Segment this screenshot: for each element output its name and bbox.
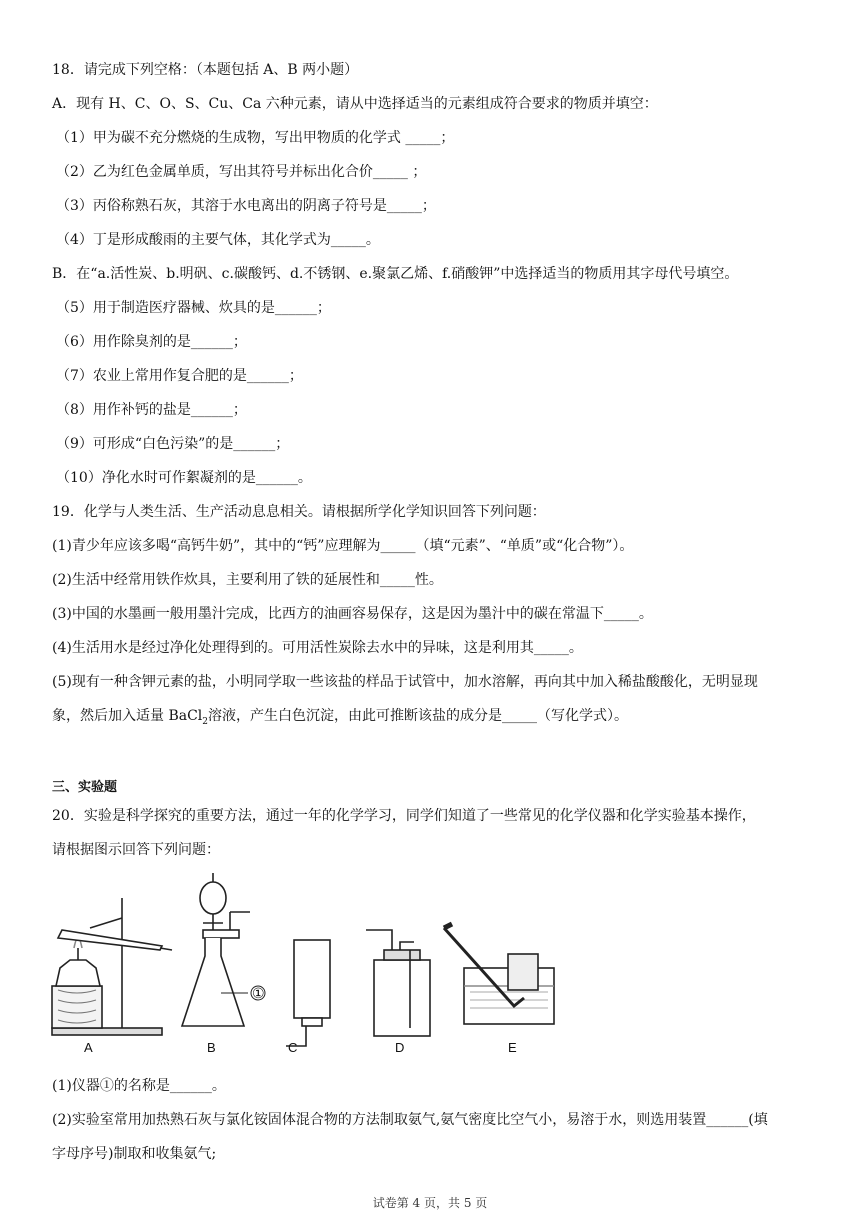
q19-s2: (2)生活中经常用铁作炊具，主要利用了铁的延展性和_____性。 bbox=[52, 572, 443, 588]
q18-title: 18．请完成下列空格：（本题包括 A、B 两小题） bbox=[52, 62, 359, 78]
q19-s5b-post: 溶液，产生白色沉淀，由此可推断该盐的成分是_____（写化学式）。 bbox=[208, 708, 629, 724]
q19-s4: (4)生活用水是经过净化处理得到的。可用活性炭除去水中的异味，这是利用其_____。 bbox=[52, 640, 583, 656]
q20-line1: 20．实验是科学探究的重要方法，通过一年的化学学习，同学们知道了一些常见的化学仪器和化学实验基本操作， bbox=[52, 808, 756, 824]
q18-b9: （9）可形成“白色污染”的是______； bbox=[56, 436, 290, 452]
q19-s5b-sub: 2 bbox=[202, 716, 209, 727]
q18-b7: （7）农业上常用作复合肥的是______； bbox=[56, 368, 303, 384]
apparatus-figure bbox=[40, 868, 580, 1058]
q20-line2: 请根据图示回答下列问题： bbox=[52, 842, 220, 858]
label-d: D bbox=[395, 1040, 405, 1055]
apparatus-a bbox=[52, 898, 172, 1035]
q18-b6: （6）用作除臭剂的是______； bbox=[56, 334, 247, 350]
q20-p2a: (2)实验室常用加热熟石灰与氯化铵固体混合物的方法制取氨气,氨气密度比空气小，易溶于水，则选用装置______(填 bbox=[52, 1112, 768, 1128]
q18-a3: （3）丙俗称熟石灰，其溶于水电离出的阴离子符号是_____； bbox=[56, 198, 436, 214]
q19-s1: (1)青少年应该多喝“高钙牛奶”，其中的“钙”应理解为_____（填“元素”、“单质”或“化合物”）。 bbox=[52, 538, 634, 554]
q20-p2b: 字母序号)制取和收集氨气; bbox=[52, 1146, 217, 1162]
section-heading: 三、实验题 bbox=[52, 780, 118, 795]
apparatus-b bbox=[182, 873, 265, 1026]
label-circle-1: ① bbox=[252, 985, 265, 1001]
q19-title: 19．化学与人类生活、生产活动息息相关。请根据所学化学知识回答下列问题： bbox=[52, 504, 546, 520]
label-e: E bbox=[508, 1040, 517, 1055]
q18-b8: （8）用作补钙的盐是______； bbox=[56, 402, 247, 418]
page-footer: 试卷第 4 页，共 5 页 bbox=[372, 1196, 488, 1210]
label-b: B bbox=[207, 1040, 216, 1055]
label-c: C bbox=[288, 1040, 298, 1055]
q19-s3: (3)中国的水墨画一般用墨汁完成，比西方的油画容易保存，这是因为墨汁中的碳在常温下_____。 bbox=[52, 606, 653, 622]
q18-a4: （4）丁是形成酸雨的主要气体，其化学式为_____。 bbox=[56, 232, 380, 248]
q18-part-b: B．在“a.活性炭、b.明矾、c.碳酸钙、d.不锈钢、e.聚氯乙烯、f.硝酸钾”中选择适当的物质用其字母代号填空。 bbox=[52, 266, 739, 282]
label-a: A bbox=[84, 1040, 93, 1055]
apparatus-d bbox=[366, 930, 430, 1036]
q18-a1: （1）甲为碳不充分燃烧的生成物，写出甲物质的化学式 _____； bbox=[56, 130, 455, 146]
q18-a2: （2）乙为红色金属单质，写出其符号并标出化合价_____ ； bbox=[56, 164, 427, 180]
q19-s5a: (5)现有一种含钾元素的盐，小明同学取一些该盐的样品于试管中，加水溶解，再向其中加入稀盐酸酸化，无明显现 bbox=[52, 674, 758, 690]
q18-part-a: A．现有 H、C、O、S、Cu、Ca 六种元素，请从中选择适当的元素组成符合要求的物质并填空： bbox=[52, 96, 658, 112]
apparatus-e bbox=[444, 924, 554, 1024]
q18-b5: （5）用于制造医疗器械、炊具的是______； bbox=[56, 300, 331, 316]
q18-b10: （10）净化水时可作絮凝剂的是______。 bbox=[56, 470, 312, 486]
q19-s5b-pre: 象，然后加入适量 BaCl bbox=[52, 708, 203, 724]
q19-s5b bbox=[52, 706, 628, 732]
q20-p1: (1)仪器①的名称是______。 bbox=[52, 1078, 226, 1094]
apparatus-c bbox=[286, 940, 330, 1046]
